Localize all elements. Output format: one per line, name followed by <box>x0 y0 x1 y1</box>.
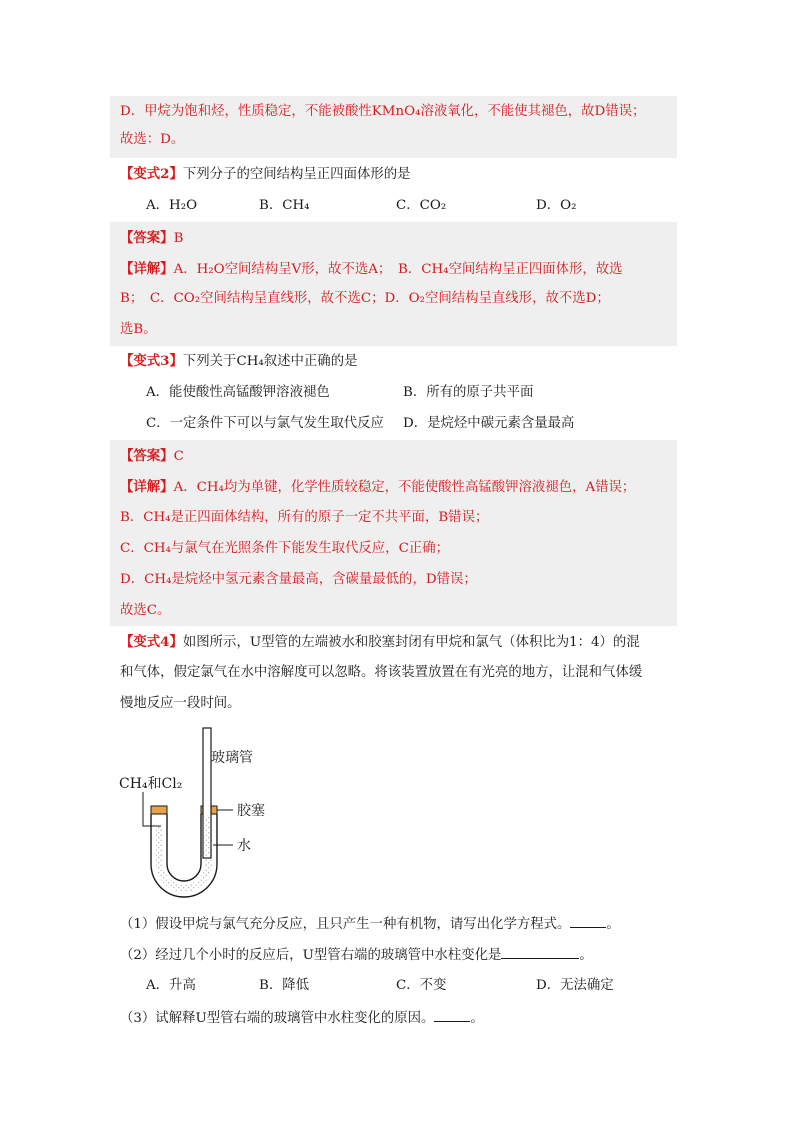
answer-tag: 【答案】 <box>120 230 174 246</box>
question-v4 <box>120 632 640 653</box>
sub-question-text: （1）假设甲烷与氯气充分反应，且只产生一种有机物，请写出化学方程式。 <box>120 917 571 932</box>
gas-label: CH₄和Cl₂ <box>119 776 183 792</box>
detail-line: C．CH₄与氯气在光照条件下能发生取代反应，C正确； <box>120 541 449 556</box>
question-v3 <box>120 351 357 372</box>
u-tube-inner <box>167 814 201 881</box>
detail-text: A．H₂O空间结构呈V形，故不选A； B．CH₄空间结构呈正四面体形，故选 <box>173 262 623 277</box>
option: A．能使酸性高锰酸钾溶液褪色 <box>146 385 330 400</box>
option: A．H₂O <box>146 198 198 213</box>
answer-block-v2 <box>110 222 677 346</box>
detail-line: B．CH₄是正四面体结构，所有的原子一定不共平面，B错误； <box>120 510 489 525</box>
glass-tube-label: 玻璃管 <box>211 750 253 766</box>
sub-question-3 <box>120 1008 484 1029</box>
sub-question-end: 。 <box>606 917 620 932</box>
detail-line: D．CH₄是烷烃中氢元素含量最高，含碳量最低的，D错误； <box>120 572 477 587</box>
water-label: 水 <box>237 838 251 854</box>
answer-blank[interactable] <box>570 914 606 928</box>
answer-blank[interactable] <box>434 1008 470 1022</box>
option: A．升高 <box>146 978 196 993</box>
text-line: D．甲烷为饱和烃，性质稳定，不能被酸性KMnO₄溶液氧化，不能使其褪色，故D错误； <box>120 104 646 119</box>
option: B．CH₄ <box>259 198 310 213</box>
answer-value: B <box>173 231 184 246</box>
question-text: 慢地反应一段时间。 <box>120 696 241 711</box>
question-tag: 【变式4】 <box>120 634 183 650</box>
detail-text: A．CH₄均为单键，化学性质较稳定，不能使酸性高锰酸钾溶液褪色，A错误； <box>173 480 636 495</box>
detail-line: 故选C。 <box>120 603 171 618</box>
question-v2 <box>120 164 411 185</box>
answer-blank[interactable] <box>501 945 579 959</box>
option: C．不变 <box>396 978 447 993</box>
answer-line <box>120 228 183 249</box>
question-text: 如图所示，U型管的左端被水和胶塞封闭有甲烷和氯气（体积比为1：4）的混 <box>182 635 640 650</box>
option: C．一定条件下可以与氯气发生取代反应 <box>146 416 384 431</box>
stopper-label: 胶塞 <box>237 803 265 819</box>
question-text: 和气体，假定氯气在水中溶解度可以忽略。将该装置放置在有光亮的地方，让混和气体缓 <box>120 665 643 680</box>
detail-line: 选B。 <box>120 322 157 337</box>
answer-tag: 【答案】 <box>120 448 174 464</box>
text-line: 故选：D。 <box>120 132 185 147</box>
detail-line <box>120 477 635 498</box>
answer-line <box>120 446 184 467</box>
option: B．所有的原子共平面 <box>403 385 534 400</box>
detail-tag: 【详解】 <box>120 261 174 277</box>
left-stopper <box>151 806 167 814</box>
answer-block-v3 <box>110 440 677 626</box>
u-tube-apparatus-figure <box>115 724 315 904</box>
option: D．无法确定 <box>536 978 614 993</box>
sub-question-end: 。 <box>579 948 593 963</box>
question-tag: 【变式2】 <box>120 166 183 182</box>
sub-question-2 <box>120 945 593 966</box>
option: D．是烷烃中碳元素含量最高 <box>403 416 575 431</box>
sub-question-end: 。 <box>470 1011 484 1026</box>
answer-value: C <box>173 449 184 464</box>
option: D．O₂ <box>536 198 577 213</box>
question-tag: 【变式3】 <box>120 353 183 369</box>
detail-line: B； C．CO₂空间结构呈直线形，故不选C；D．O₂空间结构呈直线形，故不选D； <box>120 291 610 306</box>
detail-line <box>120 259 623 280</box>
sub-question-text: （2）经过几个小时的反应后，U型管右端的玻璃管中水柱变化是 <box>120 948 502 963</box>
option: C．CO₂ <box>396 198 447 213</box>
sub-question-1 <box>120 914 620 935</box>
detail-tag: 【详解】 <box>120 479 174 495</box>
option: B．降低 <box>259 978 310 993</box>
question-text: 下列分子的空间结构呈正四面体形的是 <box>182 167 411 182</box>
question-text: 下列关于CH₄叙述中正确的是 <box>182 354 358 369</box>
glass-tube-water <box>204 816 210 857</box>
sub-question-text: （3）试解释U型管右端的玻璃管中水柱变化的原因。 <box>120 1011 435 1026</box>
